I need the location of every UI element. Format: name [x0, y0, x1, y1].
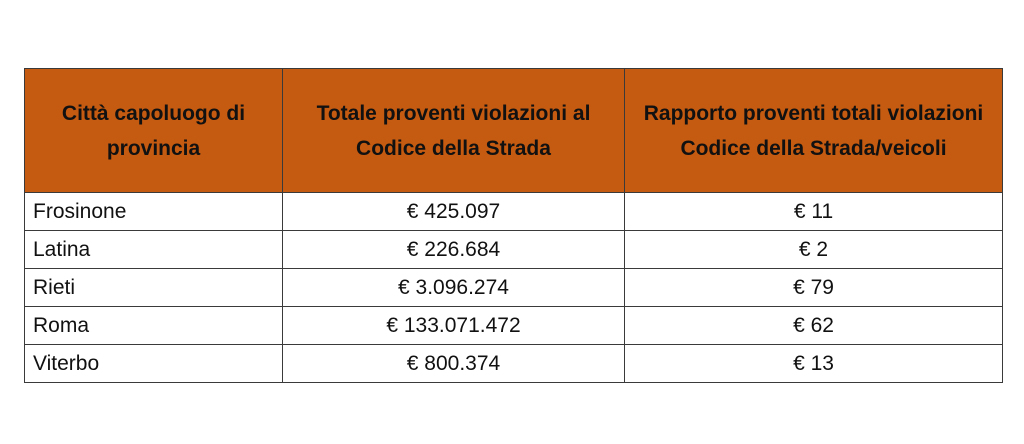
cell-city: Viterbo	[25, 345, 283, 383]
cell-ratio: € 79	[625, 269, 1003, 307]
cell-ratio: € 13	[625, 345, 1003, 383]
data-table-container	[24, 68, 1002, 383]
cell-total: € 800.374	[283, 345, 625, 383]
cell-ratio: € 62	[625, 307, 1003, 345]
header-total-proceeds: Totale proventi violazioni al Codice della Strada	[283, 69, 625, 193]
table-body	[25, 193, 1003, 383]
header-ratio-per-vehicle: Rapporto proventi totali violazioni Codice della Strada/veicoli	[625, 69, 1003, 193]
cell-total: € 226.684	[283, 231, 625, 269]
header-row	[25, 69, 1003, 193]
header-city: Città capoluogo di provincia	[25, 69, 283, 193]
table-header	[25, 69, 1003, 193]
fines-table	[24, 68, 1003, 383]
cell-ratio: € 2	[625, 231, 1003, 269]
table-row	[25, 193, 1003, 231]
cell-ratio: € 11	[625, 193, 1003, 231]
cell-total: € 133.071.472	[283, 307, 625, 345]
cell-total: € 425.097	[283, 193, 625, 231]
table-row	[25, 307, 1003, 345]
cell-city: Roma	[25, 307, 283, 345]
cell-total: € 3.096.274	[283, 269, 625, 307]
cell-city: Rieti	[25, 269, 283, 307]
table-row	[25, 269, 1003, 307]
table-row	[25, 231, 1003, 269]
table-row	[25, 345, 1003, 383]
cell-city: Frosinone	[25, 193, 283, 231]
cell-city: Latina	[25, 231, 283, 269]
